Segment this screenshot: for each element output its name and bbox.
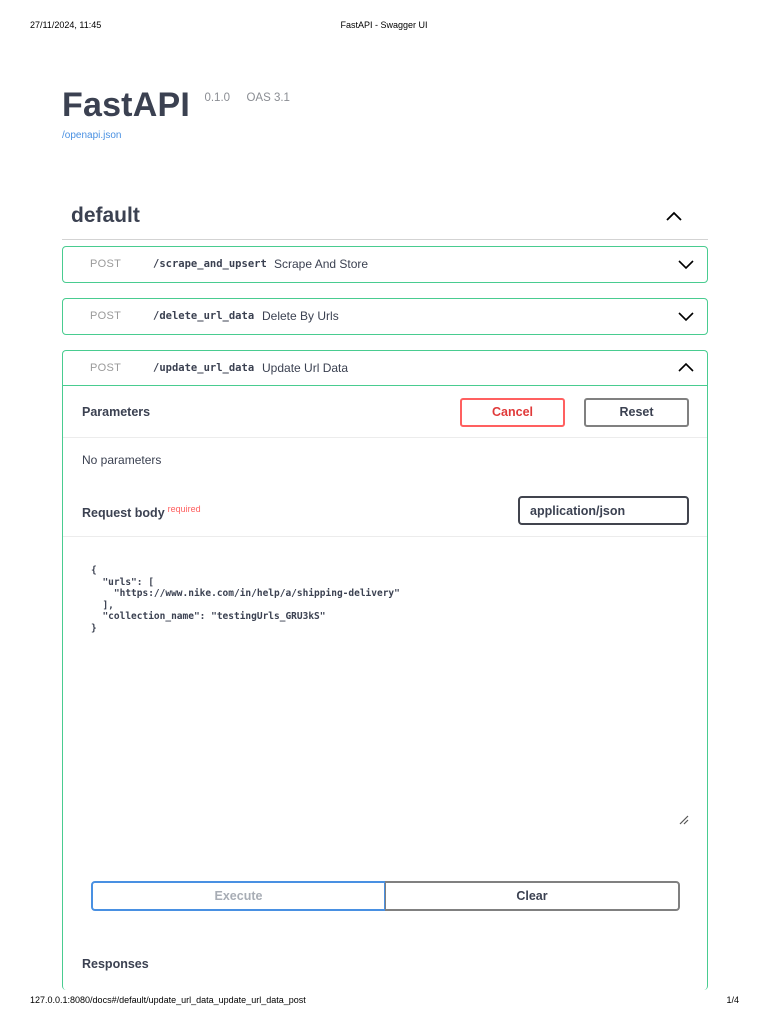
operation-path: /update_url_data [153,362,255,374]
resize-handle-icon[interactable] [677,813,689,825]
cancel-button[interactable]: Cancel [460,398,565,427]
operation-summary[interactable] [63,247,707,282]
oas-badge: OAS 3.1 [246,92,290,104]
chevron-down-icon[interactable] [678,310,694,322]
version-badge: 0.1.0 [204,92,231,104]
operation-delete-url-data [62,298,708,335]
reset-button[interactable]: Reset [584,398,689,427]
operation-path: /scrape_and_upsert [153,258,267,270]
tag-section-header[interactable] [62,198,708,240]
no-parameters-text: No parameters [82,453,162,467]
operation-update-url-data [62,350,708,990]
request-body-header [63,486,707,537]
tag-title: default [71,204,140,227]
chevron-down-icon[interactable] [678,258,694,270]
http-method: POST [90,258,122,270]
operation-description: Update Url Data [262,361,349,375]
print-page-number: 1/4 [726,995,739,1005]
print-page-title: FastAPI - Swagger UI [340,20,428,30]
parameters-title: Parameters [82,405,151,419]
version-badges [204,88,302,106]
http-method: POST [90,362,122,374]
chevron-up-icon[interactable] [664,208,684,224]
chevron-up-icon[interactable] [678,362,694,374]
request-body-editor[interactable]: { "urls": [ "https://www.nike.com/in/help/a/shipping-delivery" ], "collection_name": "testingUrls_GRU3kS" } [81,547,689,833]
api-info [62,86,302,141]
operation-summary[interactable] [63,351,707,386]
operation-path: /delete_url_data [153,310,255,322]
print-url: 127.0.0.1:8080/docs#/default/update_url_data_update_url_data_post [30,995,306,1005]
operation-scrape-and-upsert [62,246,708,283]
execute-button[interactable]: Execute [91,881,386,911]
print-datetime: 27/11/2024, 11:45 [30,20,102,30]
request-body-title [82,504,201,520]
content-type-select[interactable]: application/json [518,496,689,525]
operation-summary[interactable] [63,299,707,334]
required-badge: required [167,504,201,514]
execute-clear-group [91,881,680,911]
openapi-json-link[interactable]: /openapi.json [62,130,122,141]
operation-description: Scrape And Store [274,257,369,271]
parameters-header [63,387,707,438]
request-body-label: Request body [82,506,165,521]
api-title: FastAPI [62,86,190,124]
clear-button[interactable]: Clear [385,881,680,911]
http-method: POST [90,310,122,322]
responses-title: Responses [82,957,149,971]
operation-description: Delete By Urls [262,309,339,323]
